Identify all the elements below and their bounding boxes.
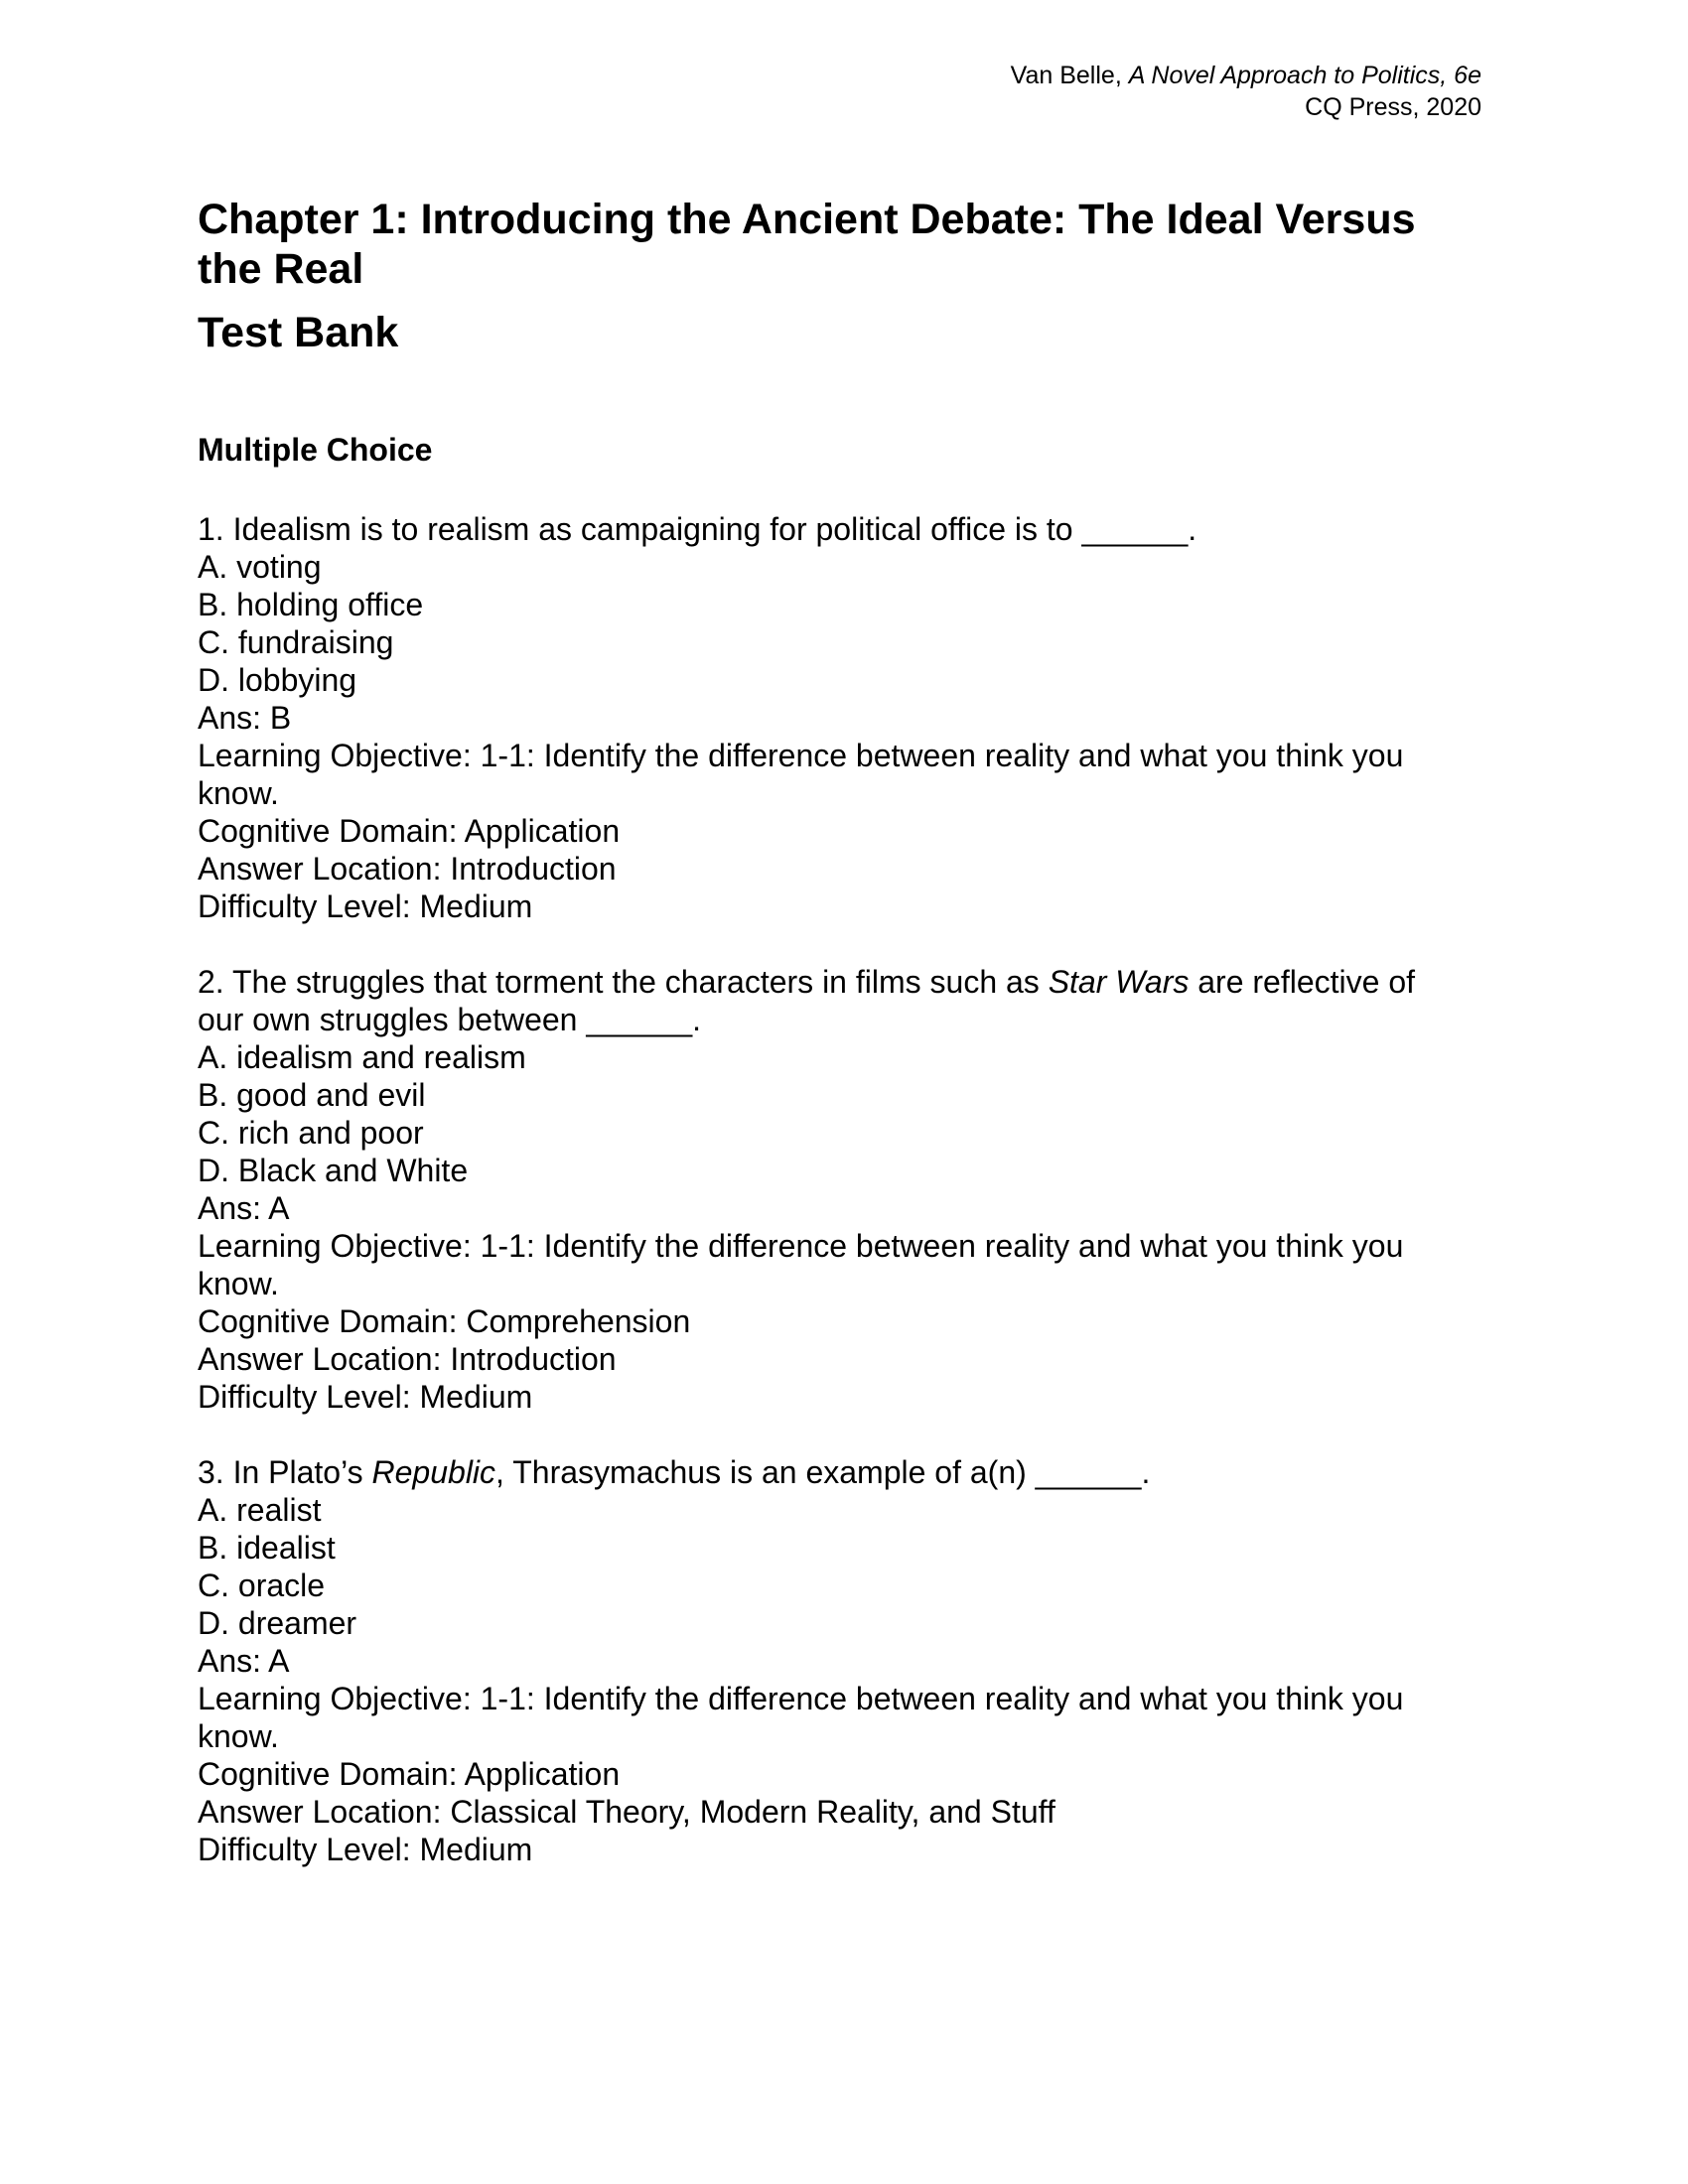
- option-b: B. good and evil: [198, 1077, 426, 1113]
- difficulty-level: Difficulty Level: Medium: [198, 888, 533, 924]
- learning-objective: Learning Objective: 1-1: Identify the difference between reality and what you think you know.: [198, 1681, 1413, 1754]
- option-b: B. idealist: [198, 1530, 336, 1566]
- page-header: [1011, 60, 1481, 123]
- option-c: C. rich and poor: [198, 1115, 424, 1151]
- answer-location: Answer Location: Introduction: [198, 1341, 617, 1377]
- option-d: D. lobbying: [198, 662, 357, 698]
- question-2: [198, 963, 1469, 1416]
- document-body: [198, 195, 1469, 1906]
- learning-objective: Learning Objective: 1-1: Identify the difference between reality and what you think you know.: [198, 738, 1413, 811]
- option-d: D. Black and White: [198, 1153, 469, 1188]
- cognitive-domain: Cognitive Domain: Application: [198, 1756, 621, 1792]
- chapter-title: Chapter 1: Introducing the Ancient Debate: The Ideal Versus the Real: [198, 196, 1416, 293]
- answer: Ans: B: [198, 700, 292, 736]
- question-3: [198, 1453, 1469, 1868]
- option-a: A. idealism and realism: [198, 1039, 526, 1075]
- header-citation: [1011, 60, 1481, 91]
- cognitive-domain: Cognitive Domain: Comprehension: [198, 1303, 691, 1339]
- option-d: D. dreamer: [198, 1605, 357, 1641]
- question-stem: 3. In Plato’s Republic, Thrasymachus is an example of a(n) ______.: [198, 1454, 1151, 1490]
- cognitive-domain: Cognitive Domain: Application: [198, 813, 621, 849]
- section-title: Multiple Choice: [198, 432, 433, 468]
- difficulty-level: Difficulty Level: Medium: [198, 1832, 533, 1867]
- option-c: C. oracle: [198, 1568, 326, 1603]
- option-a: A. voting: [198, 549, 322, 585]
- header-author: Van Belle,: [1010, 62, 1129, 89]
- header-publisher: CQ Press, 2020: [1305, 93, 1481, 121]
- answer-location: Answer Location: Classical Theory, Modern Reality, and Stuff: [198, 1794, 1055, 1830]
- question-stem: 1. Idealism is to realism as campaigning for political office is to ______.: [198, 511, 1197, 547]
- option-a: A. realist: [198, 1492, 322, 1528]
- answer: Ans: A: [198, 1643, 290, 1679]
- header-book-title: A Novel Approach to Politics, 6e: [1128, 62, 1481, 89]
- answer-location: Answer Location: Introduction: [198, 851, 617, 887]
- difficulty-level: Difficulty Level: Medium: [198, 1379, 533, 1415]
- question-list: [198, 510, 1469, 1868]
- answer: Ans: A: [198, 1190, 290, 1226]
- test-bank-heading: Test Bank: [198, 309, 399, 356]
- option-b: B. holding office: [198, 587, 424, 622]
- learning-objective: Learning Objective: 1-1: Identify the difference between reality and what you think you know.: [198, 1228, 1413, 1301]
- question-stem: 2. The struggles that torment the characters in films such as Star Wars are reflective of our own struggles between ______.: [198, 964, 1424, 1037]
- option-c: C. fundraising: [198, 624, 394, 660]
- question-1: [198, 510, 1469, 925]
